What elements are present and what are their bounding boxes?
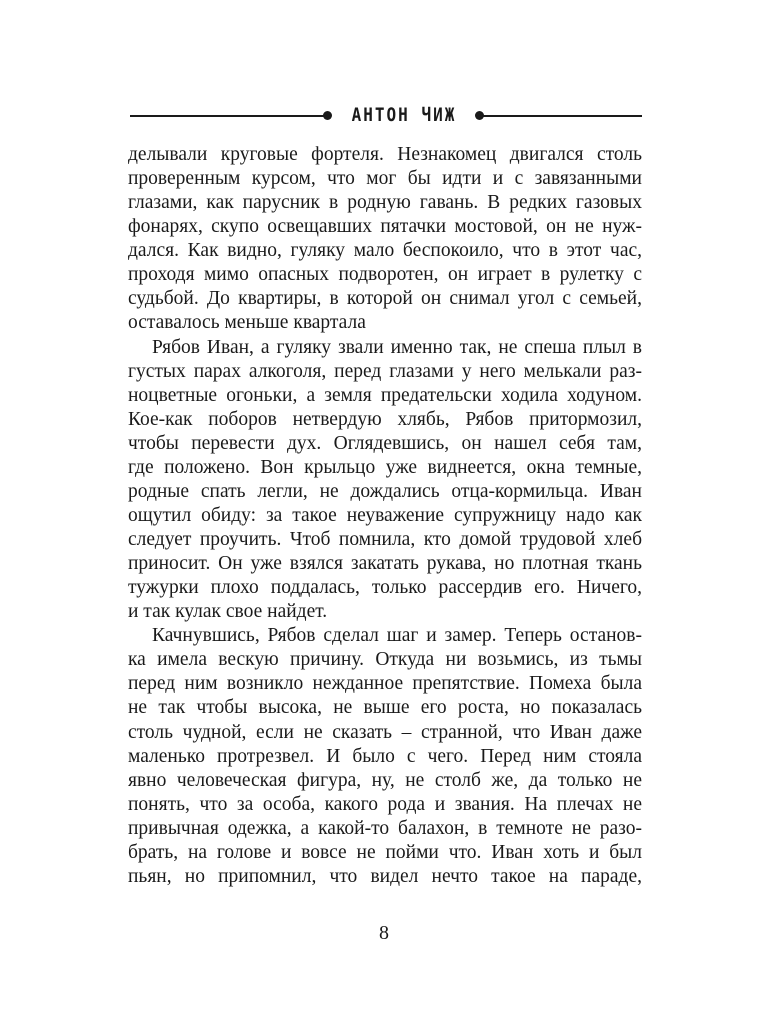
text-line: судьбой. До квартиры, в которой он снимал угол с семьей, bbox=[128, 288, 642, 310]
header-rule-left bbox=[130, 115, 326, 117]
text-line: дался. Как видно, гуляку мало беспокоило, что в этот час, bbox=[128, 240, 642, 262]
paragraph bbox=[128, 336, 642, 625]
text-line: Кое-как поборов нетвердую хлябь, Рябов притормозил, bbox=[128, 408, 642, 430]
paragraph bbox=[128, 624, 642, 889]
text-line: ка имела вескую причину. Откуда ни возьмись, из тьмы bbox=[128, 649, 642, 671]
header-author: АНТОН ЧИЖ bbox=[351, 103, 457, 126]
text-line: ноцветные огоньки, а земля предательски ходила ходуном. bbox=[128, 384, 642, 406]
text-line: тужурки плохо поддалась, только рассердив его. Ничего, bbox=[128, 577, 642, 599]
text-line: не так чтобы высока, не выше его роста, но показалась bbox=[128, 697, 642, 719]
header-dot-left bbox=[323, 111, 332, 120]
text-line: брать, на голове и вовсе не пойми что. Иван хоть и был bbox=[128, 841, 642, 863]
text-line: проходя мимо опасных подворотен, он играет в рулетку с bbox=[128, 264, 642, 286]
paragraph bbox=[128, 143, 642, 336]
text-line: фонарях, скупо освещавших пятачки мостовой, он не нуж- bbox=[128, 216, 642, 238]
text-line: Рябов Иван, а гуляку звали именно так, не спеша плыл в bbox=[152, 336, 642, 358]
text-line: глазами, как парусник в родную гавань. В редких газовых bbox=[128, 192, 642, 214]
text-line: ощутил обиду: за такое неуважение супружницу надо как bbox=[128, 504, 642, 526]
body-text bbox=[128, 143, 642, 889]
text-line: приносит. Он уже взялся закатать рукава, но плотная ткань bbox=[128, 553, 642, 575]
text-line: и так кулак свое найдет. bbox=[128, 601, 328, 623]
text-line: перед ним возникло нежданное препятствие. Помеха была bbox=[128, 673, 642, 695]
text-line: пьян, но припомнил, что видел нечто такое на параде, bbox=[128, 865, 642, 887]
text-line: Качнувшись, Рябов сделал шаг и замер. Теперь останов- bbox=[152, 625, 642, 647]
text-line: столь чудной, если не сказать – странной, что Иван даже bbox=[128, 721, 642, 743]
text-line: где положено. Вон крыльцо уже виднеется, окна темные, bbox=[128, 456, 642, 478]
text-line: явно человеческая фигура, ну, не столб же, да только не bbox=[128, 769, 642, 791]
page-number: 8 bbox=[379, 922, 389, 944]
text-line: маленько протрезвел. И было с чего. Перед ним стояла bbox=[128, 745, 642, 767]
text-line: густых парах алкоголя, перед глазами у него мелькали раз- bbox=[128, 360, 642, 382]
text-line: делывали круговые фортеля. Незнакомец двигался столь bbox=[128, 144, 642, 165]
text-line: следует проучить. Чтоб помнила, кто домой трудовой хлеб bbox=[128, 529, 642, 550]
text-line: оставалось меньше квартала bbox=[128, 312, 366, 334]
text-line: родные спать легли, не дождались отца-кормильца. Иван bbox=[128, 480, 642, 502]
text-line: понять, что за особа, какого рода и звания. На плечах не bbox=[128, 793, 642, 815]
text-line: чтобы перевести дух. Оглядевшись, он нашел себя там, bbox=[128, 432, 642, 454]
text-line: проверенным курсом, что мог бы идти и с завязанными bbox=[128, 168, 642, 190]
header-rule-right bbox=[480, 115, 642, 117]
running-header bbox=[130, 105, 642, 125]
text-line: привычная одежка, а какой-то балахон, в темноте не разо- bbox=[128, 817, 642, 839]
